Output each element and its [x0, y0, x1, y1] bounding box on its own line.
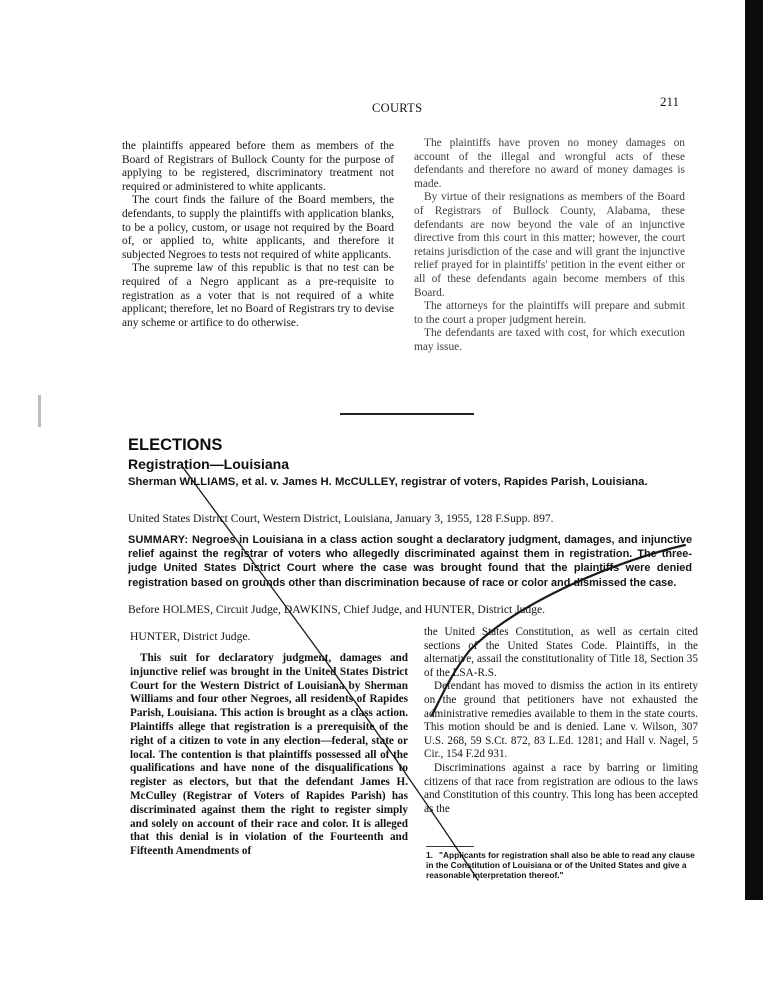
footnote-number: 1. [426, 850, 433, 860]
summary-text: Negroes in Louisiana in a class action sought a declaratory judgment, damages, and injunctive relief against the registrar of voters who allegedly discriminated against them in registration. The three-judge United States District Court where the case was brought found that the plaintiffs were denied registration based on grounds other than discrimination because of race or color and dismissed the case. [128, 534, 693, 589]
footnote-text: "Applicants for registration shall also be able to read any clause in the Constitution of Louisiana or of the United States and give a reasonable interpretation thereof." [426, 850, 695, 881]
scan-speck [38, 395, 41, 427]
page-number: 211 [660, 94, 680, 109]
case-title: Sherman WILLIAMS, et al. v. James H. McCULLEY, registrar of voters, Rapides Parish, Louisiana. [128, 476, 648, 488]
opinion-left-column [130, 652, 408, 859]
opinion-author: HUNTER, District Judge. [130, 630, 251, 643]
opinion-right-paragraph-2: Defendant has moved to dismiss the action in its entirety on the ground that petitioners have not exhausted the administrative remedies available to them in the state courts. This motion should be and is denied. Lane v. Wilson, 307 U.S. 268, 59 S.Ct. 872, 83 L.Ed. 1281; and Hall v. Nagel, 5 Cir., 154 F.2d 931. [424, 680, 698, 761]
top-right-paragraph-2: By virtue of their resignations as members of the Board of Registrars of Bullock County, Alabama, these defendants are now beyond the vale of an injunctive directive from this court in this matter; however, the court retains jurisdiction of the case and will grant the injunctive relief prayed for in plaintiffs' petition in the event either or all of these defendants again become members of this Board. [414, 191, 685, 299]
footnote [426, 850, 702, 881]
footnote-rule [426, 846, 474, 847]
section-title: ELECTIONS [128, 436, 223, 454]
top-left-paragraph-3: The supreme law of this republic is that no test can be required of a Negro applicant as a pre-requisite to registration as a voter that is not required of a white applicant; therefore, let no Board of Registrars try to devise any scheme or artifice to do otherwise. [122, 262, 394, 329]
case-summary [128, 533, 692, 590]
section-subtitle: Registration—Louisiana [128, 456, 290, 472]
opinion-right-column [424, 626, 698, 816]
top-left-paragraph-2: The court finds the failure of the Board members, the defendants, to supply the plaintiffs with application blanks, to be a policy, custom, or usage not required by the Board of, or applied to, white applicants, and therefore it subjected Negroes to tests not required of white applicants. [122, 194, 394, 261]
opinion-left-paragraph: This suit for declaratory judgment, damages and injunctive relief was brought in the United States District Court for the Western District of Louisiana by Sherman Williams and four other Negroes, all residents of Rapides Parish, Louisiana. This action is brought as a class action. Plaintiffs allege that registration is a prerequisite of the right of a citizen to vote in any election—federal, state or local. The contention is that plaintiffs possessed all of the qualifications and have none of the disqualifications to register as electors, but that the defendant James H. McCulley (Registrar of Voters of Rapides Parish) has discriminated against them the right to register simply and solely on account of their race and color. It is alleged that this denial is in violation of the Fourteenth and Fifteenth Amendments of [130, 652, 408, 858]
opinion-right-paragraph-1: the United States Constitution, as well as certain cited sections of the United States Code. Plaintiffs, in the alternative, assail the constitutionality of Title 18, Section 35 of the LSA-R.S. [424, 626, 698, 679]
opinion-right-paragraph-3: Discriminations against a race by barring or limiting citizens of that race from registration are odious to the laws and Constitution of this country. This long has been accepted as the [424, 761, 698, 815]
top-right-paragraph-3: The attorneys for the plaintiffs will prepare and submit to the court a proper judgment herein. [414, 300, 685, 326]
bench-line: Before HOLMES, Circuit Judge, DAWKINS, Chief Judge, and HUNTER, District Judge. [128, 603, 546, 616]
section-divider [340, 413, 474, 415]
summary-label: SUMMARY: [128, 534, 189, 546]
case-citation: United States District Court, Western District, Louisiana, January 3, 1955, 128 F.Supp. 897. [128, 512, 554, 525]
running-head: COURTS [372, 101, 423, 115]
top-right-paragraph-1: The plaintiffs have proven no money damages on account of the illegal and wrongful acts of these defendants and therefore no award of money damages is made. [414, 137, 685, 190]
scan-page-edge [745, 0, 763, 900]
top-right-column [414, 137, 685, 355]
top-right-paragraph-4: The defendants are taxed with cost, for which execution may issue. [414, 327, 685, 353]
top-left-column [122, 140, 394, 330]
top-left-paragraph-1: the plaintiffs appeared before them as members of the Board of Registrars of Bullock County for the purpose of applying to be registered, discriminatory treatment not required or administered to white applicants. [122, 140, 394, 193]
